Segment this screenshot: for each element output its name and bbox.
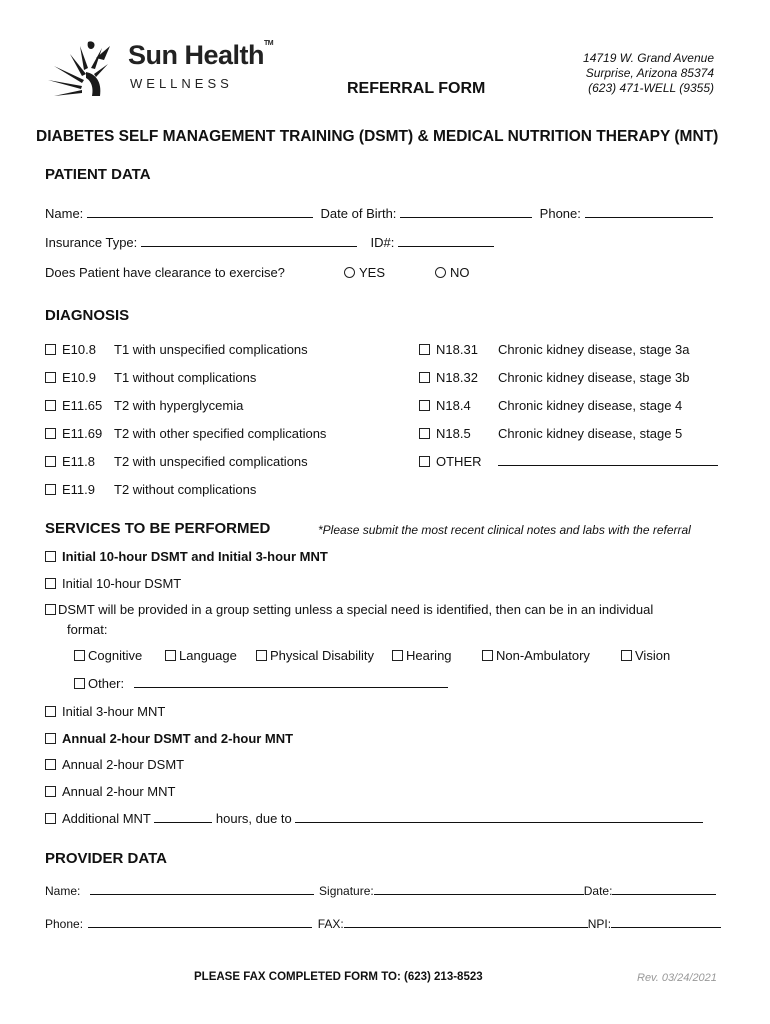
need-label: Hearing	[406, 648, 452, 663]
need-other[interactable]	[74, 675, 448, 691]
service-option[interactable]	[45, 784, 175, 799]
checkbox[interactable]	[45, 706, 56, 717]
checkbox[interactable]	[45, 551, 56, 562]
logo	[44, 38, 284, 102]
npi-label: NPI:	[587, 917, 612, 931]
checkbox[interactable]	[74, 678, 85, 689]
service-option[interactable]	[45, 704, 165, 719]
checkbox[interactable]	[74, 650, 85, 661]
phone-label: Phone:	[539, 206, 581, 221]
no-radio[interactable]	[435, 267, 446, 278]
other-need-field[interactable]	[134, 675, 448, 688]
clearance-yes[interactable]	[344, 265, 385, 280]
logo-name: Sun Health	[128, 40, 265, 70]
diagnosis-item[interactable]	[45, 420, 326, 448]
need-hearing[interactable]	[392, 648, 452, 663]
dob-label: Date of Birth:	[320, 206, 397, 221]
provider-data-heading: PROVIDER DATA	[45, 850, 167, 867]
logo-subtitle: WELLNESS	[130, 76, 233, 91]
checkbox[interactable]	[45, 604, 56, 615]
diagnosis-item[interactable]	[419, 420, 718, 448]
date-field[interactable]	[612, 882, 716, 895]
name-label: Name:	[45, 206, 84, 221]
due-to-field[interactable]	[295, 810, 703, 823]
checkbox[interactable]	[45, 400, 56, 411]
need-vision[interactable]	[621, 648, 670, 663]
insurance-field[interactable]	[141, 234, 357, 247]
other-diagnosis-field[interactable]	[498, 453, 718, 466]
diagnosis-item[interactable]	[419, 448, 718, 476]
need-label: Physical Disability	[270, 648, 375, 663]
diagnosis-code: OTHER	[436, 454, 482, 469]
diagnosis-item[interactable]	[45, 364, 326, 392]
yes-label: YES	[359, 265, 386, 280]
service-label: Initial 3-hour MNT	[62, 704, 166, 719]
need-non-ambulatory[interactable]	[482, 648, 590, 663]
additional-hours-field[interactable]	[154, 810, 212, 823]
diagnosis-code: N18.4	[436, 398, 471, 413]
service-option[interactable]	[45, 549, 328, 564]
need-language[interactable]	[165, 648, 237, 663]
id-label: ID#:	[370, 235, 395, 250]
diagnosis-code: E10.9	[62, 370, 96, 385]
diagnosis-desc: T2 with other specified complications	[114, 426, 327, 441]
checkbox[interactable]	[45, 813, 56, 824]
id-field[interactable]	[398, 234, 494, 247]
date-label: Date:	[583, 884, 613, 898]
diagnosis-code: N18.31	[436, 342, 478, 357]
checkbox[interactable]	[392, 650, 403, 661]
trademark-mark: TM	[264, 40, 274, 47]
diagnosis-item[interactable]	[419, 364, 718, 392]
signature-label: Signature:	[319, 884, 374, 898]
need-physical-disability[interactable]	[256, 648, 374, 663]
address-block	[583, 51, 714, 96]
diagnosis-code: E11.65	[62, 398, 103, 413]
diagnosis-code: E11.8	[62, 454, 96, 469]
signature-field[interactable]	[374, 882, 584, 895]
diagnosis-item[interactable]	[419, 392, 718, 420]
diagnosis-code: E11.9	[62, 482, 96, 497]
services-note: *Please submit the most recent clinical notes and labs with the referral	[318, 523, 691, 537]
service-option[interactable]	[45, 757, 184, 772]
checkbox[interactable]	[621, 650, 632, 661]
checkbox[interactable]	[45, 344, 56, 355]
diagnosis-desc: Chronic kidney disease, stage 5	[498, 426, 683, 441]
service-label: Additional MNT	[62, 811, 151, 826]
checkbox[interactable]	[419, 456, 430, 467]
insurance-label: Insurance Type:	[45, 235, 138, 250]
checkbox[interactable]	[165, 650, 176, 661]
diagnosis-item[interactable]	[419, 336, 718, 364]
checkbox[interactable]	[45, 578, 56, 589]
provider-phone-field[interactable]	[88, 915, 312, 928]
checkbox[interactable]	[419, 428, 430, 439]
service-label: Initial 10-hour DSMT and Initial 3-hour MNT	[62, 549, 328, 564]
diagnosis-item[interactable]	[45, 476, 326, 504]
service-option[interactable]	[45, 810, 703, 826]
service-label: Initial 10-hour DSMT	[62, 576, 182, 591]
patient-phone-field[interactable]	[585, 205, 713, 218]
page-title: DIABETES SELF MANAGEMENT TRAINING (DSMT) & MEDICAL NUTRITION THERAPY (MNT)	[36, 128, 719, 145]
service-label-continued: format:	[67, 622, 108, 637]
patient-data-heading: PATIENT DATA	[45, 166, 151, 183]
diagnosis-code: E11.69	[62, 426, 103, 441]
checkbox[interactable]	[419, 372, 430, 383]
provider-phone-label: Phone:	[45, 917, 84, 931]
checkbox[interactable]	[45, 759, 56, 770]
checkbox[interactable]	[45, 484, 56, 495]
provider-row-2	[45, 915, 721, 931]
diagnosis-item[interactable]	[45, 392, 326, 420]
need-label: Language	[179, 648, 237, 663]
services-heading: SERVICES TO BE PERFORMED	[45, 520, 271, 537]
sun-health-logo-icon	[44, 38, 124, 100]
fax-instruction: PLEASE FAX COMPLETED FORM TO: (623) 213-8523	[194, 971, 483, 983]
fax-label: FAX:	[317, 917, 344, 931]
clearance-question: Does Patient have clearance to exercise?	[45, 265, 285, 280]
address-line: 14719 W. Grand Avenue	[583, 51, 714, 65]
service-label: DSMT will be provided in a group setting unless a special need is identified, then can be in an individual	[58, 602, 654, 617]
insurance-row	[45, 234, 494, 250]
diagnosis-desc: Chronic kidney disease, stage 4	[498, 398, 683, 413]
provider-row-1	[45, 882, 716, 898]
revision-date: Rev. 03/24/2021	[637, 972, 717, 984]
diagnosis-desc: T2 with unspecified complications	[114, 454, 308, 469]
checkbox[interactable]	[419, 400, 430, 411]
address-line: Surprise, Arizona 85374	[585, 66, 714, 80]
diagnosis-code: N18.5	[436, 426, 471, 441]
service-option[interactable]	[45, 602, 653, 617]
no-label: NO	[450, 265, 470, 280]
clearance-no[interactable]	[435, 265, 470, 280]
need-label: Cognitive	[88, 648, 143, 663]
need-label: Non-Ambulatory	[496, 648, 590, 663]
patient-name-row	[45, 205, 713, 221]
diagnosis-desc: T1 with unspecified complications	[114, 342, 308, 357]
need-label: Vision	[635, 648, 671, 663]
phone-line: (623) 471-WELL (9355)	[588, 81, 714, 95]
checkbox[interactable]	[419, 344, 430, 355]
diagnosis-heading: DIAGNOSIS	[45, 307, 130, 324]
service-label: Annual 2-hour DSMT and 2-hour MNT	[62, 731, 294, 746]
checkbox[interactable]	[45, 786, 56, 797]
dob-field[interactable]	[400, 205, 532, 218]
checkbox[interactable]	[45, 456, 56, 467]
diagnosis-desc: Chronic kidney disease, stage 3a	[498, 342, 690, 357]
checkbox[interactable]	[45, 372, 56, 383]
service-label: Annual 2-hour MNT	[62, 784, 176, 799]
diagnosis-left-list	[45, 336, 326, 504]
provider-name-label: Name:	[45, 884, 81, 898]
checkbox[interactable]	[482, 650, 493, 661]
checkbox[interactable]	[256, 650, 267, 661]
provider-name-field[interactable]	[90, 882, 314, 895]
diagnosis-code: E10.8	[62, 342, 96, 357]
service-option[interactable]	[45, 731, 293, 746]
diagnosis-code: N18.32	[436, 370, 478, 385]
diagnosis-right-list	[419, 336, 718, 476]
service-label: hours, due to	[215, 811, 292, 826]
checkbox[interactable]	[45, 428, 56, 439]
diagnosis-desc: T2 without complications	[114, 482, 257, 497]
diagnosis-item[interactable]	[45, 336, 326, 364]
checkbox[interactable]	[45, 733, 56, 744]
form-title: REFERRAL FORM	[347, 80, 486, 97]
patient-name-field[interactable]	[87, 205, 313, 218]
diagnosis-desc: Chronic kidney disease, stage 3b	[498, 370, 690, 385]
service-label: Annual 2-hour DSMT	[62, 757, 185, 772]
npi-field[interactable]	[611, 915, 721, 928]
service-option[interactable]	[45, 576, 181, 591]
fax-field[interactable]	[344, 915, 588, 928]
diagnosis-item[interactable]	[45, 448, 326, 476]
diagnosis-desc: T1 without complications	[114, 370, 257, 385]
other-label: Other:	[88, 676, 125, 691]
yes-radio[interactable]	[344, 267, 355, 278]
need-cognitive[interactable]	[74, 648, 142, 663]
diagnosis-desc: T2 with hyperglycemia	[114, 398, 244, 413]
